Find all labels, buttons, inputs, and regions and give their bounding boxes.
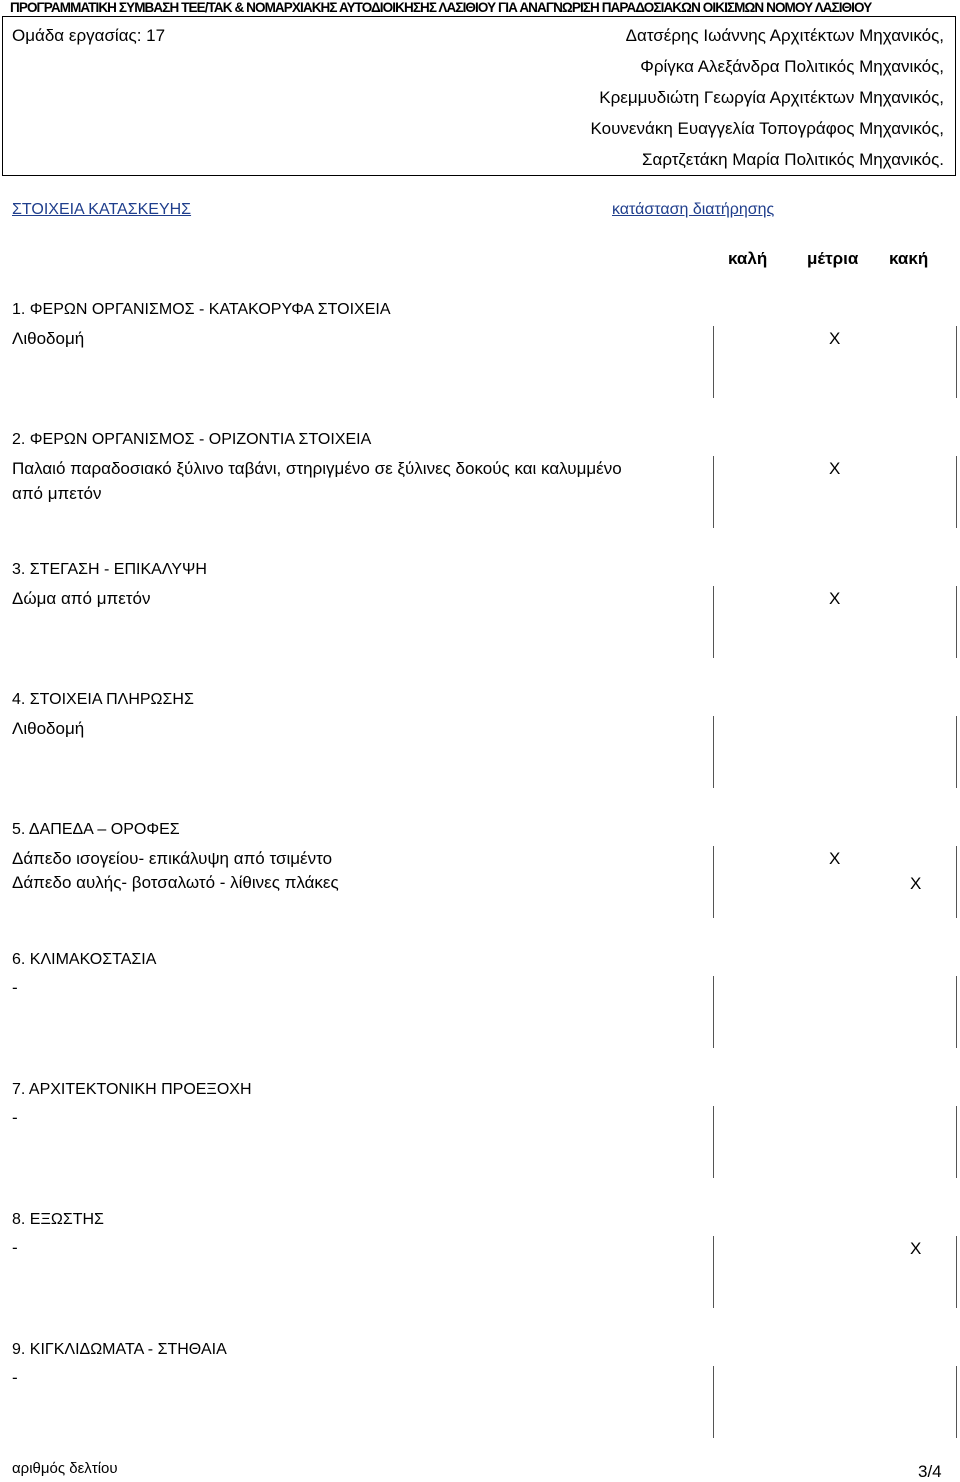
section-item: Δώμα από μπετόν (12, 589, 151, 608)
section-title: 1. ΦΕΡΩΝ ΟΡΓΑΝΙΣΜΟΣ - ΚΑΤΑΚΟΡΥΦΑ ΣΤΟΙΧΕΙΑ (12, 301, 391, 318)
construction-title: ΣΤΟΙΧΕΙΑ ΚΑΤΑΣΚΕΥΗΣ (12, 201, 192, 218)
column-divider (956, 976, 957, 1048)
column-divider (956, 456, 957, 528)
column-bad: κακή (889, 249, 929, 268)
section-item: Δάπεδο αυλής- βοτσαλωτό - λίθινες πλάκες (12, 873, 339, 892)
column-divider (713, 716, 714, 788)
section-item: - (12, 1108, 18, 1127)
column-medium: μέτρια (807, 249, 859, 268)
column-divider (713, 1106, 714, 1178)
column-divider (956, 1106, 957, 1178)
column-divider (713, 1236, 714, 1308)
mark-medium: X (829, 329, 841, 348)
column-divider (713, 976, 714, 1048)
column-divider (956, 1366, 957, 1438)
mark-medium: X (829, 849, 841, 868)
document-header: ΠΡΟΓΡΑΜΜΑΤΙΚΗ ΣΥΜΒΑΣΗ ΤΕΕ/ΤΑΚ & ΝΟΜΑΡΧΙΑΚΗΣ ΑΥΤΟΔΙΟΙΚΗΣΗΣ ΛΑΣΙΘΙΟΥ ΓΙΑ ΑΝΑΓΝΩΡΙΣΗ ΠΑΡΑΔΟΣΙΑΚΩΝ ΟΙΚΙΣΜΩΝ ΝΟΜΟΥ ΛΑΣΙΘΙΟΥ (10, 0, 872, 15)
team-member: Δατσέρης Ιωάννης Αρχιτέκτων Μηχανικός, (625, 26, 944, 45)
column-divider (713, 846, 714, 918)
condition-title: κατάσταση διατήρησης (612, 201, 775, 218)
column-divider (956, 716, 957, 788)
column-divider (956, 586, 957, 658)
section-item: - (12, 1368, 18, 1387)
section-item: από μπετόν (12, 484, 102, 503)
column-divider (713, 1366, 714, 1438)
section-item: Δάπεδο ισογείου- επικάλυψη από τσιμέντο (12, 849, 333, 868)
footer-label: αριθμός δελτίου (12, 1460, 118, 1477)
section-title: 5. ΔΑΠΕΔΑ – ΟΡΟΦΕΣ (12, 821, 180, 838)
section-item: - (12, 1238, 18, 1257)
section-item: Λιθοδομή (12, 719, 85, 738)
mark-medium: X (829, 459, 841, 478)
team-member: Κρεμμυδιώτη Γεωργία Αρχιτέκτων Μηχανικός, (599, 88, 944, 107)
column-divider (713, 586, 714, 658)
section-item: Παλαιό παραδοσιακό ξύλινο ταβάνι, στηριγμένο σε ξύλινες δοκούς και καλυμμένο (12, 459, 622, 478)
section-item: Λιθοδομή (12, 329, 85, 348)
section-item: - (12, 978, 18, 997)
column-divider (956, 846, 957, 918)
section-title: 3. ΣΤΕΓΑΣΗ - ΕΠΙΚΑΛΥΨΗ (12, 561, 207, 578)
column-good: καλή (728, 249, 768, 268)
section-title: 6. ΚΛΙΜΑΚΟΣΤΑΣΙΑ (12, 951, 157, 968)
team-label: Ομάδα εργασίας: 17 (12, 26, 166, 45)
section-title: 7. ΑΡΧΙΤΕΚΤΟΝΙΚΗ ΠΡΟΕΞΟΧΗ (12, 1081, 252, 1098)
column-divider (956, 1236, 957, 1308)
section-title: 4. ΣΤΟΙΧΕΙΑ ΠΛΗΡΩΣΗΣ (12, 691, 194, 708)
page-number: 3/4 (918, 1462, 942, 1481)
team-member: Φρίγκα Αλεξάνδρα Πολιτικός Μηχανικός, (640, 57, 944, 76)
mark-bad: X (910, 1239, 922, 1258)
column-divider (713, 456, 714, 528)
column-divider (713, 326, 714, 398)
section-title: 8. ΕΞΩΣΤΗΣ (12, 1211, 104, 1228)
mark-bad: X (910, 874, 922, 893)
section-title: 9. ΚΙΓΚΛΙΔΩΜΑΤΑ - ΣΤΗΘΑΙΑ (12, 1341, 227, 1358)
team-member: Σαρτζετάκη Μαρία Πολιτικός Μηχανικός. (642, 150, 944, 169)
section-title: 2. ΦΕΡΩΝ ΟΡΓΑΝΙΣΜΟΣ - ΟΡΙΖΟΝΤΙΑ ΣΤΟΙΧΕΙΑ (12, 431, 372, 448)
mark-medium: X (829, 589, 841, 608)
team-member: Κουνενάκη Ευαγγελία Τοπογράφος Μηχανικός, (590, 119, 944, 138)
column-divider (956, 326, 957, 398)
